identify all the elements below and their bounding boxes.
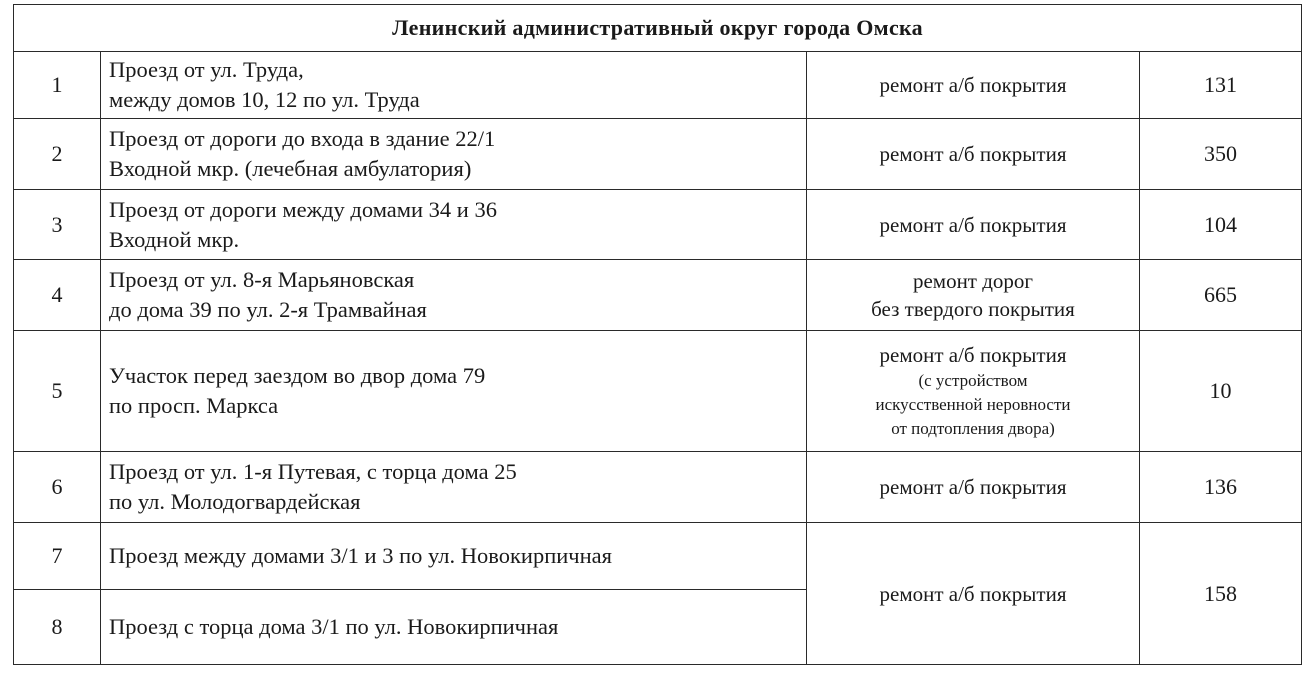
road-section-line: Входной мкр. (лечебная амбулатория) [109, 156, 472, 181]
road-section-line: Проезд между домами 3/1 и 3 по ул. Новокирпичная [109, 543, 612, 568]
row-number: 3 [14, 190, 101, 260]
work-type-line: ремонт а/б покрытия [879, 581, 1067, 606]
length-value: 131 [1140, 52, 1302, 119]
work-type [807, 260, 1140, 331]
work-type [807, 190, 1140, 260]
road-section [101, 331, 807, 452]
table-row [14, 190, 1302, 260]
work-note-line: искусственной неровности [875, 395, 1071, 414]
length-value: 10 [1140, 331, 1302, 452]
road-section-line: Проезд от дороги до входа в здание 22/1 [109, 126, 496, 151]
header-row [14, 5, 1302, 52]
row-number: 6 [14, 452, 101, 523]
work-type-line: без твердого покрытия [871, 297, 1075, 321]
row-number: 4 [14, 260, 101, 331]
length-value: 158 [1140, 523, 1302, 665]
length-value: 136 [1140, 452, 1302, 523]
row-number: 8 [14, 590, 101, 665]
work-type [807, 119, 1140, 190]
row-number: 5 [14, 331, 101, 452]
road-section-line: Проезд от ул. 8-я Марьяновская [109, 267, 415, 292]
road-section [101, 523, 807, 590]
work-type-line: ремонт а/б покрытия [879, 73, 1067, 97]
road-section [101, 590, 807, 665]
length-value: 665 [1140, 260, 1302, 331]
road-section-line: Проезд от ул. Труда, [109, 57, 304, 82]
work-note-line: от подтопления двора) [891, 419, 1055, 438]
work-type-line: ремонт а/б покрытия [879, 475, 1067, 499]
road-section-line: до дома 39 по ул. 2-я Трамвайная [109, 297, 427, 322]
road-section-line: Проезд от дороги между домами 34 и 36 [109, 196, 497, 222]
table-row [14, 523, 1302, 590]
road-section [101, 452, 807, 523]
work-type [807, 52, 1140, 119]
work-type [807, 452, 1140, 523]
table-row [14, 452, 1302, 523]
road-section-line: по ул. Молодогвардейская [109, 489, 361, 514]
road-section-line: Проезд от ул. 1-я Путевая, с торца дома 25 [109, 459, 517, 484]
row-number: 1 [14, 52, 101, 119]
road-section-line: между домов 10, 12 по ул. Труда [109, 87, 420, 112]
road-section-line: по просп. Маркса [109, 393, 279, 418]
row-number: 2 [14, 119, 101, 190]
road-section [101, 260, 807, 331]
road-section-line: Участок перед заездом во двор дома 79 [109, 363, 486, 388]
table-row [14, 260, 1302, 331]
row-number: 7 [14, 523, 101, 590]
road-section [101, 119, 807, 190]
work-note-line: (с устройством [918, 371, 1028, 390]
length-value: 350 [1140, 119, 1302, 190]
work-type-line: ремонт дорог [912, 269, 1034, 293]
table-row [14, 331, 1302, 452]
road-section [101, 190, 807, 260]
length-value: 104 [1140, 190, 1302, 260]
work-type [807, 523, 1140, 665]
road-section [101, 52, 807, 119]
work-type [807, 331, 1140, 452]
table-row [14, 52, 1302, 119]
district-header: Ленинский административный округ города Омска [14, 5, 1302, 52]
work-type-line: ремонт а/б покрытия [879, 343, 1067, 367]
road-section-line: Проезд с торца дома 3/1 по ул. Новокирпичная [109, 614, 559, 639]
work-type-line: ремонт а/б покрытия [879, 212, 1067, 237]
table-row [14, 119, 1302, 190]
road-section-line: Входной мкр. [109, 226, 240, 252]
roads-table [13, 4, 1302, 665]
work-type-line: ремонт а/б покрытия [879, 142, 1067, 166]
